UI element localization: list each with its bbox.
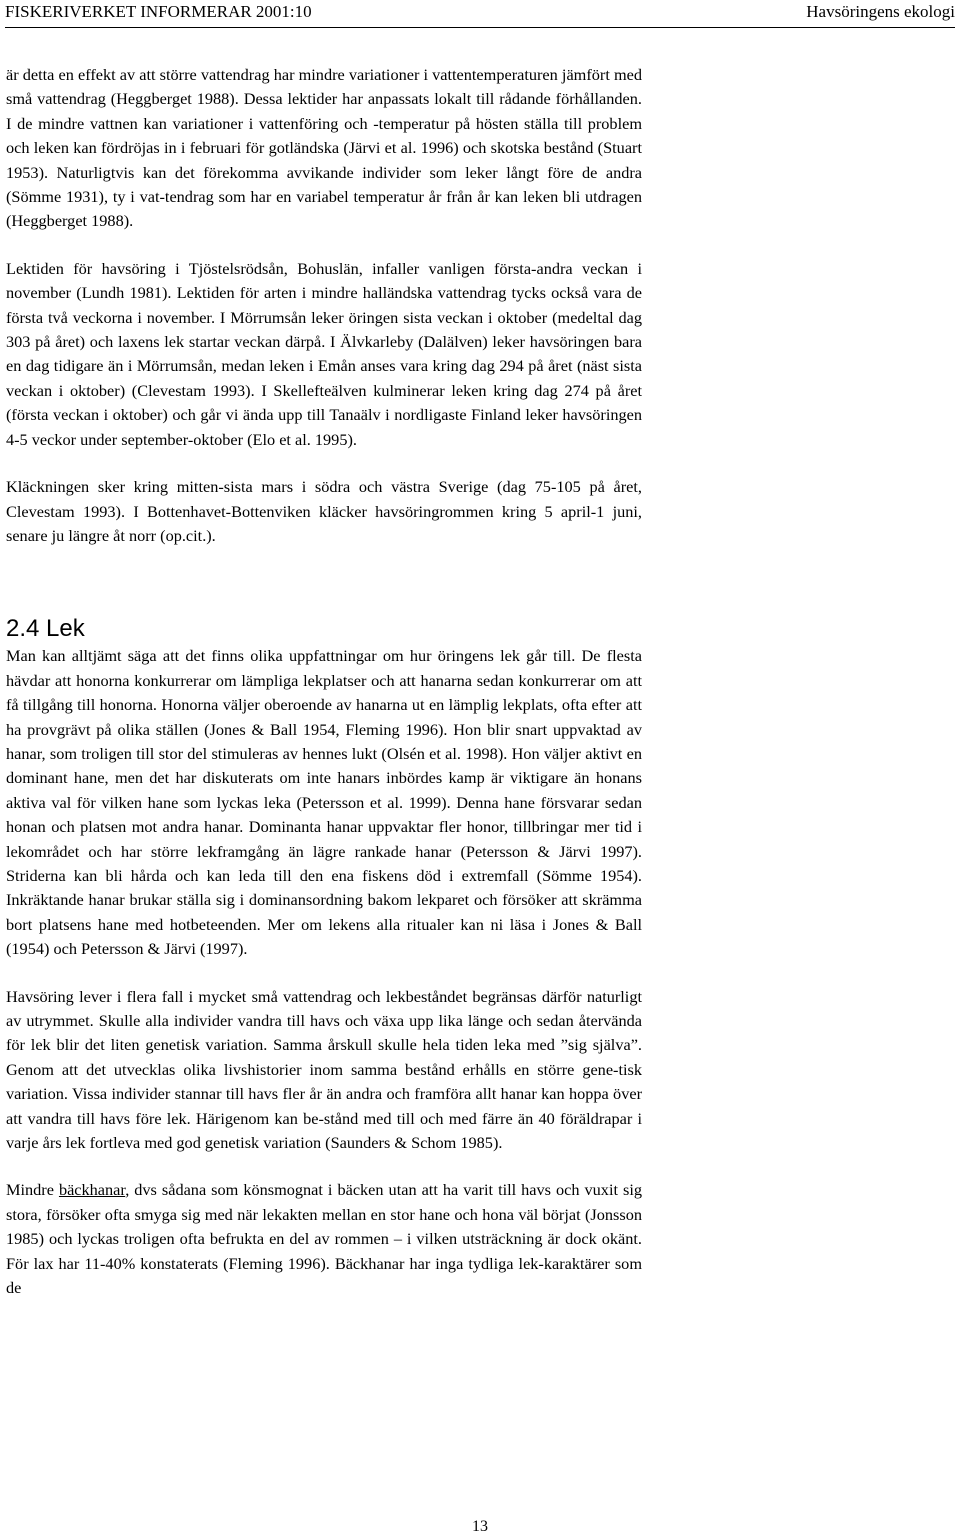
header-divider [5,27,955,28]
paragraph-genetic-variation: Havsöring lever i flera fall i mycket små vattendrag och lekbeståndet begränsas därför naturligt av utrymmet. Skulle alla individer vandra till havs och växa upp lika länge och sedan återvända för lek blir det liten genetisk variation. Samma årskull skulle hela tiden leka med ”sig själva”. Genom att det utvecklas olika livshistorier inom samma bestånd erhålls en större gene-tisk variation. Vissa individer stannar till havs fler år än andra och framföra allt hanar kan hoppa över att vandra till havs före lek. Härigenom kan be-stånd med till och med färre än 40 föräldrapar i varje års lek fortleva med god genetisk variation (Saunders & Schom 1985). [6,986,642,1153]
header-publication: FISKERIVERKET INFORMERAR 2001:10 [5,2,312,21]
underlined-term: bäckhanar [58,1180,126,1200]
stream-males-text-start: Mindre [6,1180,59,1200]
page-body [6,63,642,1300]
section-heading: 2.4 Lek [6,615,85,643]
paragraph-hatching: Kläckningen sker kring mitten-sista mars i södra och västra Sverige (dag 75-105 på året, Clevestam 1993). I Bottenhavet-Bottenviken kläcker havsöringrommen kring 5 april-1 juni, senare ju längre åt norr (op.cit.). [6,477,642,545]
stream-males-text-rest: , dvs sådana som könsmognat i bäcken utan att ha varit till havs och vuxit sig stora, försöker ofta smyga sig med när lekakten mellan en stor hane och hona väl börjat (Jonsson 1985) och lyckas troligen ofta befrukta en del av rommen – i vilken utsträckning är dock okänt. För lax har 11-40% konstaterats (Fleming 1996). Bäckhanar har inga tydliga lek-karaktärer som de [6,1180,642,1298]
paragraph-stream-males [6,1178,642,1300]
page-number: 13 [472,1518,488,1535]
paragraph-spawning-time-variation: är detta en effekt av att större vattendrag har mindre variationer i vattentemperaturen jämfört med små vattendrag (Heggberget 1988). Dessa lektider har anpassats lokalt till rådande förhållanden. I de mindre vattnen kan variationer i vattenföring och -temperatur på hösten ställa till problem och leken kan fördröjas in i februari för gotländska (Järvi et al. 1996) och skotska bestånd (Stuart 1953). Naturligtvis kan det förekomma avvikande individer som leker långt före de andra (Sömme 1931), ty i vat-tendrag som har en variabel temperatur år från år kan leken bli utdragen (Heggberget 1988). [6,65,642,231]
paragraph-spawning-behaviour: Man kan alltjämt säga att det finns olika uppfattningar om hur öringens lek går till. De flesta hävdar att honorna konkurrerar om lämpliga lekplatser och att hanarna sedan konkurrerar om att få tillgång till honorna. Honorna väljer oberoende av hanarna ut en lämplig lekplats, ofta efter att ha provgrävt på olika ställen (Jones & Ball 1954, Fleming 1996). Hon blir snart uppvaktad av hanar, som troligen till stor del stimuleras av hennes lukt (Olsén et al. 1998). Hon väljer aktivt en dominant hane, men det har diskuterats om inte hanars inbördes kamp är viktigare än honans aktiva val för vilken hane som lyckas leka (Petersson et al. 1999). Denna hane försvarar sedan honan och platsen mot andra hanar. Dominanta hanar uppvaktar fler honor, tillbringar mer tid i lekområdet och har större lekframgång än lägre rankade hanar (Petersson & Järvi 1997). Striderna kan bli hårda och kan leda till den ena fiskens död i extremfall (Sömme 1954). Inkräktande hanar brukar ställa sig i dominansordning bakom lekparet och försöker att skrämma bort platsens hane med hotbeteenden. Mer om lekens alla ritualer kan ni läsa i Jones & Ball (1954) och Petersson & Järvi (1997). [6,646,642,959]
paragraph-spawning-time-rivers: Lektiden för havsöring i Tjöstelsrödsån, Bohuslän, infaller vanligen första-andra veckan i november (Lundh 1981). Lektiden för arten i mindre halländska vattendrag tycks också vara de första två veckorna i november. I Mörrumsån leker öringen sista veckan i oktober (medeltal dag 303 på året) och laxens lek startar veckan därpå. I Älvkarleby (Dalälven) leker havsöringen bara en dag tidigare än i Mörrumsån, medan leken i Emån anses vara kring dag 294 på året (näst sista veckan i oktober) (Clevestam 1993). I Skellefteälven kulminerar leken kring dag 274 på året (första veckan i oktober) och går vi ända upp till Tanaälv i nordligaste Finland leker havsöringen 4-5 veckor under september-oktober (Elo et al. 1995). [6,258,642,449]
header-chapter: Havsöringens ekologi [806,2,955,21]
running-header [5,0,955,28]
